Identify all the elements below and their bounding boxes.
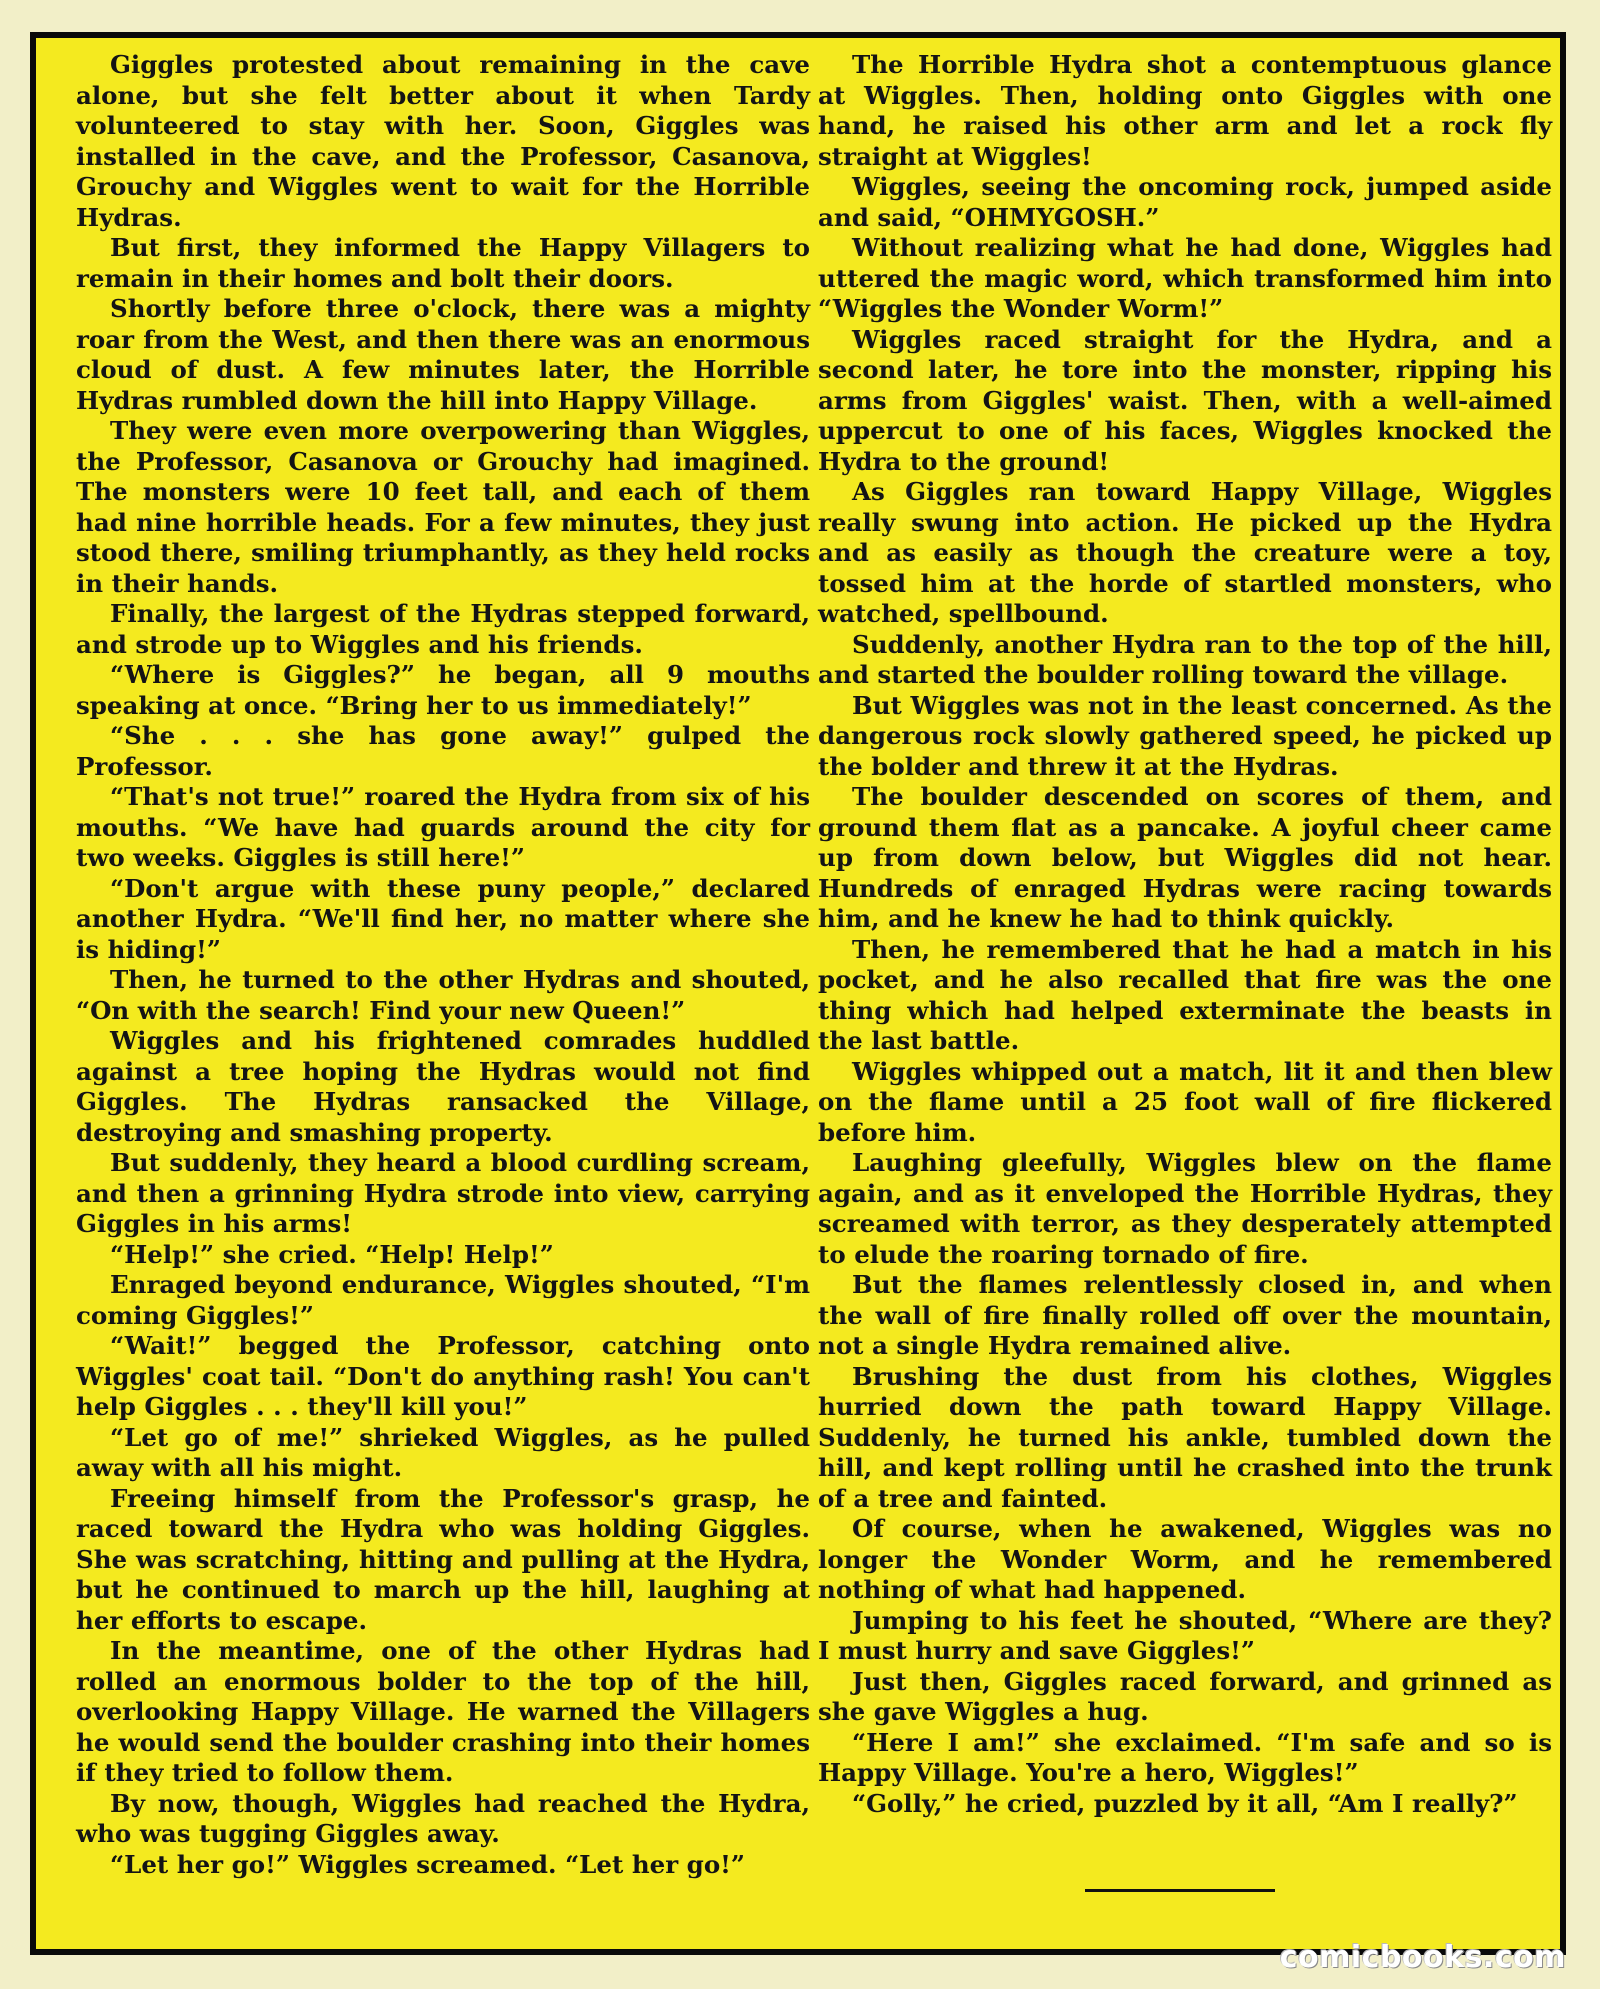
paragraph: Wiggles raced straight for the Hydra, and a second later, he tore into the monster, ripping his arms from Giggles' waist. Then, with a well-aimed uppercut to one of his faces, Wiggles knocked the Hydra to the ground! [818, 324, 1552, 476]
paragraph: Wiggles and his frightened comrades huddled against a tree hoping the Hydras would not find Giggles. The Hydras ransacked the Village, destroying and smashing property. [76, 1026, 810, 1147]
paragraph: Wiggles, seeing the oncoming rock, jumped aside and said, “OHMYGOSH.” [818, 172, 1552, 232]
paragraph: Then, he turned to the other Hydras and shouted, “On with the search! Find your new Queen!” [76, 965, 810, 1025]
paragraph: Jumping to his feet he shouted, “Where are they? I must hurry and save Giggles!” [818, 1605, 1552, 1665]
paragraph: Finally, the largest of the Hydras stepped forward, and strode up to Wiggles and his friends. [76, 599, 810, 659]
paragraph: Without realizing what he had done, Wiggles had uttered the magic word, which transformed him into “Wiggles the Wonder Worm!” [818, 233, 1552, 323]
paragraph: Laughing gleefully, Wiggles blew on the flame again, and as it enveloped the Horrible Hydras, they screamed with terror, as they desperately attempted to elude the roaring tornado of fire. [818, 1148, 1552, 1269]
paragraph: But suddenly, they heard a blood curdling scream, and then a grinning Hydra strode into view, carrying Giggles in his arms! [76, 1148, 810, 1238]
paragraph: Giggles protested about remaining in the cave alone, but she felt better about it when Tardy volunteered to stay with her. Soon, Giggles was installed in the cave, and the Professor, Casanova, Grouchy and Wiggles went to wait for the Horrible Hydras. [76, 50, 810, 232]
paragraph: Freeing himself from the Professor's grasp, he raced toward the Hydra who was holding Giggles. She was scratching, hitting and pulling at the Hydra, but he continued to march up the hill, laughing at her efforts to escape. [76, 1483, 810, 1635]
story-panel [30, 32, 1566, 1955]
paragraph: “Let her go!” Wiggles screamed. “Let her go!” [110, 1849, 746, 1879]
paragraph: They were even more overpowering than Wiggles, the Professor, Casanova or Grouchy had imagined. The monsters were 10 feet tall, and each of them had nine horrible heads. For a few minutes, they just stood there, smiling triumphantly, as they held rocks in their hands. [76, 416, 810, 598]
paragraph: The Horrible Hydra shot a contemptuous glance at Wiggles. Then, holding onto Giggles with one hand, he raised his other arm and let a rock fly straight at Wiggles! [818, 50, 1552, 171]
paragraph: But first, they informed the Happy Villagers to remain in their homes and bolt their doors. [76, 233, 810, 293]
paragraph: But Wiggles was not in the least concerned. As the dangerous rock slowly gathered speed, he picked up the bolder and threw it at the Hydras. [818, 690, 1552, 781]
paragraph: Just then, Giggles raced forward, and grinned as she gave Wiggles a hug. [818, 1666, 1552, 1726]
paragraph: “Wait!” begged the Professor, catching onto Wiggles' coat tail. “Don't do anything rash! You can't help Giggles . . . they'll kill you!” [76, 1331, 810, 1421]
paragraph: Of course, when he awakened, Wiggles was no longer the Wonder Worm, and he remembered nothing of what had happened. [818, 1514, 1552, 1604]
end-of-story-rule [1085, 1889, 1275, 1892]
paragraph: The boulder descended on scores of them, and ground them flat as a pancake. A joyful cheer came up from down below, but Wiggles did not hear. Hundreds of enraged Hydras were racing towards him, and he knew he had to think quickly. [818, 782, 1552, 933]
paragraph: In the meantime, one of the other Hydras had rolled an enormous bolder to the top of the hill, overlooking Happy Village. He warned the Villagers he would send the boulder crashing into their homes if they tried to follow them. [76, 1636, 810, 1787]
paragraph: “Where is Giggles?” he began, all 9 mouths speaking at once. “Bring her to us immediately!” [76, 660, 810, 720]
paragraph: As Giggles ran toward Happy Village, Wiggles really swung into action. He picked up the Hydra and as easily as though the creature were a toy, tossed him at the horde of startled monsters, who watched, spellbound. [818, 477, 1552, 628]
paragraph: Enraged beyond endurance, Wiggles shouted, “I'm coming Giggles!” [76, 1270, 810, 1330]
paragraph: Shortly before three o'clock, there was a mighty roar from the West, and then there was an enormous cloud of dust. A few minutes later, the Horrible Hydras rumbled down the hill into Happy Village. [76, 294, 810, 415]
paragraph: “That's not true!” roared the Hydra from six of his mouths. “We have had guards around the city for two weeks. Giggles is still here!” [76, 782, 810, 872]
paragraph: “Let go of me!” shrieked Wiggles, as he pulled away with all his might. [76, 1422, 810, 1482]
story-column-right [818, 50, 1552, 1819]
paragraph: “Here I am!” she exclaimed. “I'm safe and so is Happy Village. You're a hero, Wiggles!” [818, 1727, 1552, 1787]
paragraph: “Don't argue with these puny people,” declared another Hydra. “We'll find her, no matter where she is hiding!” [76, 873, 810, 964]
paragraph: By now, though, Wiggles had reached the Hydra, who was tugging Giggles away. [76, 1788, 810, 1848]
paragraph: Then, he remembered that he had a match in his pocket, and he also recalled that fire was the one thing which had helped exterminate the beasts in the last battle. [818, 934, 1552, 1055]
story-column-left [76, 50, 810, 1880]
paragraph: Suddenly, another Hydra ran to the top of the hill, and started the boulder rolling toward the village. [818, 629, 1552, 689]
paragraph: But the flames relentlessly closed in, and when the wall of fire finally rolled off over the mountain, not a single Hydra remained alive. [818, 1270, 1552, 1360]
paragraph: Brushing the dust from his clothes, Wiggles hurried down the path toward Happy Village. Suddenly, he turned his ankle, tumbled down the hill, and kept rolling until he crashed into the trunk of a tree and fainted. [818, 1361, 1552, 1513]
paragraph: “She . . . she has gone away!” gulped the Professor. [76, 721, 810, 781]
paragraph: Wiggles whipped out a match, lit it and then blew on the flame until a 25 foot wall of fire flickered before him. [818, 1056, 1552, 1147]
paragraph: “Help!” she cried. “Help! Help!” [110, 1239, 554, 1269]
watermark: comicbooks.com [1279, 1940, 1566, 1975]
paragraph: “Golly,” he cried, puzzled by it all, “Am I really?” [852, 1788, 1518, 1818]
